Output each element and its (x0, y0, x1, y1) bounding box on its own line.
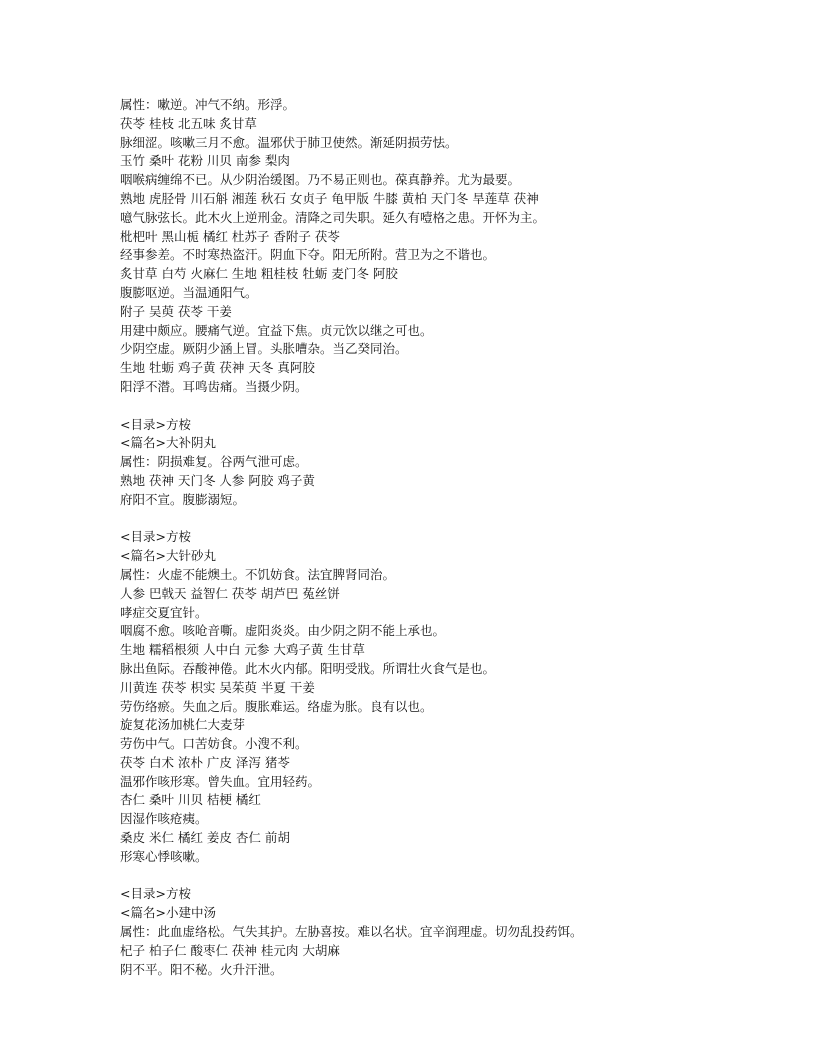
text-line: <篇名>大针砂丸 (120, 548, 216, 564)
paragraph-gap (120, 397, 780, 416)
text-line: 阴不平。阳不秘。火升汗泄。 (120, 961, 283, 977)
text-line: 脉出鱼际。吞酸神倦。此木火内郁。阳明受戕。所谓壮火食气是也。 (120, 660, 496, 676)
text-line: <目录>方桉 (120, 886, 191, 902)
text-line: 炙甘草 白芍 火麻仁 生地 粗桂枝 牡蛎 麦门冬 阿胶 (120, 266, 398, 282)
text-line: 少阴空虚。厥阴少涵上冒。头胀嘈杂。当乙癸同治。 (120, 341, 408, 357)
text-line: 熟地 虎胫骨 川石斛 湘莲 秋石 女贞子 龟甲版 牛膝 黄柏 天门冬 旱莲草 茯神 (120, 190, 539, 206)
paragraph-gap (120, 867, 780, 886)
text-line: 茯苓 桂枝 北五味 炙甘草 (120, 115, 257, 131)
paragraph-gap (120, 510, 780, 529)
text-line: 人参 巴戟天 益智仁 茯苓 胡芦巴 菟丝饼 (120, 585, 340, 601)
text-line: 府阳不宣。腹膨溺短。 (120, 491, 246, 507)
text-line: 生地 牡蛎 鸡子黄 茯神 天冬 真阿胶 (120, 360, 315, 376)
document-page (120, 96, 780, 979)
text-line: 咽腐不愈。咳呛音嘶。虚阳炎炎。由少阴之阴不能上承也。 (120, 623, 446, 639)
text-line: 经事参差。不时寒热盗汗。阴血下夺。阳无所附。营卫为之不谐也。 (120, 247, 496, 263)
text-line: 属性：此血虚络松。气失其护。左胁喜按。难以名状。宜辛润理虚。切勿乱投药饵。 (120, 924, 583, 940)
text-line: 熟地 茯神 天门冬 人参 阿胶 鸡子黄 (120, 472, 315, 488)
text-line: 附子 吴萸 茯苓 干姜 (120, 303, 232, 319)
text-section (120, 528, 780, 866)
text-line: 属性：嗽逆。冲气不纳。形浮。 (120, 97, 296, 112)
text-line: 属性：阴损难复。谷两气泄可虑。 (120, 454, 308, 470)
text-line: 形寒心悸咳嗽。 (120, 848, 208, 864)
text-line: 阳浮不潜。耳鸣齿痛。当摄少阴。 (120, 378, 308, 394)
text-line: 劳伤中气。口苦妨食。小溲不利。 (120, 736, 308, 752)
text-line: 温邪作咳形寒。曾失血。宜用轻药。 (120, 773, 321, 789)
text-line: 哮症交夏宜针。 (120, 604, 208, 620)
text-line: 脉细涩。咳嗽三月不愈。温邪伏于肺卫使然。渐延阴损劳怯。 (120, 134, 458, 150)
text-line: 杞子 柏子仁 酸枣仁 茯神 桂元肉 大胡麻 (120, 942, 340, 958)
text-line: 桑皮 米仁 橘红 姜皮 杏仁 前胡 (120, 830, 290, 846)
text-line: 用建中颇应。腰痛气逆。宜益下焦。贞元饮以继之可也。 (120, 322, 433, 338)
text-line: <目录>方桉 (120, 529, 191, 545)
text-line: <篇名>大补阴丸 (120, 435, 216, 451)
text-line: 旋复花汤加桃仁大麦芽 (120, 717, 246, 733)
text-line: 噫气脉弦长。此木火上逆刑金。清降之司失职。延久有噎格之患。开怀为主。 (120, 209, 546, 225)
text-line: 劳伤络瘀。失血之后。腹胀难运。络虚为胀。良有以也。 (120, 698, 433, 714)
text-line: 咽喉病缠绵不已。从少阴治缓图。乃不易正则也。葆真静养。尤为最要。 (120, 172, 521, 188)
text-line: 因湿作咳疮痍。 (120, 811, 208, 827)
text-line: <目录>方桉 (120, 416, 191, 432)
text-line: 属性：火虚不能燠土。不饥妨食。法宜脾肾同治。 (120, 566, 396, 582)
text-line: 生地 糯稻根须 人中白 元参 大鸡子黄 生甘草 (120, 642, 365, 658)
text-line: 腹膨呕逆。当温通阳气。 (120, 284, 258, 300)
text-section (120, 885, 780, 979)
text-line: 茯苓 白术 浓朴 广皮 泽泻 猪苓 (120, 754, 290, 770)
text-line: 玉竹 桑叶 花粉 川贝 南参 梨肉 (120, 153, 290, 169)
text-line: 杏仁 桑叶 川贝 桔梗 橘红 (120, 792, 261, 808)
text-line: <篇名>小建中汤 (120, 905, 216, 921)
text-line: 川黄连 茯苓 枳实 吴茱萸 半夏 干姜 (120, 679, 315, 695)
text-section (120, 416, 780, 510)
text-section (120, 96, 780, 397)
text-line: 枇杷叶 黑山栀 橘红 杜苏子 香附子 茯苓 (120, 228, 340, 244)
